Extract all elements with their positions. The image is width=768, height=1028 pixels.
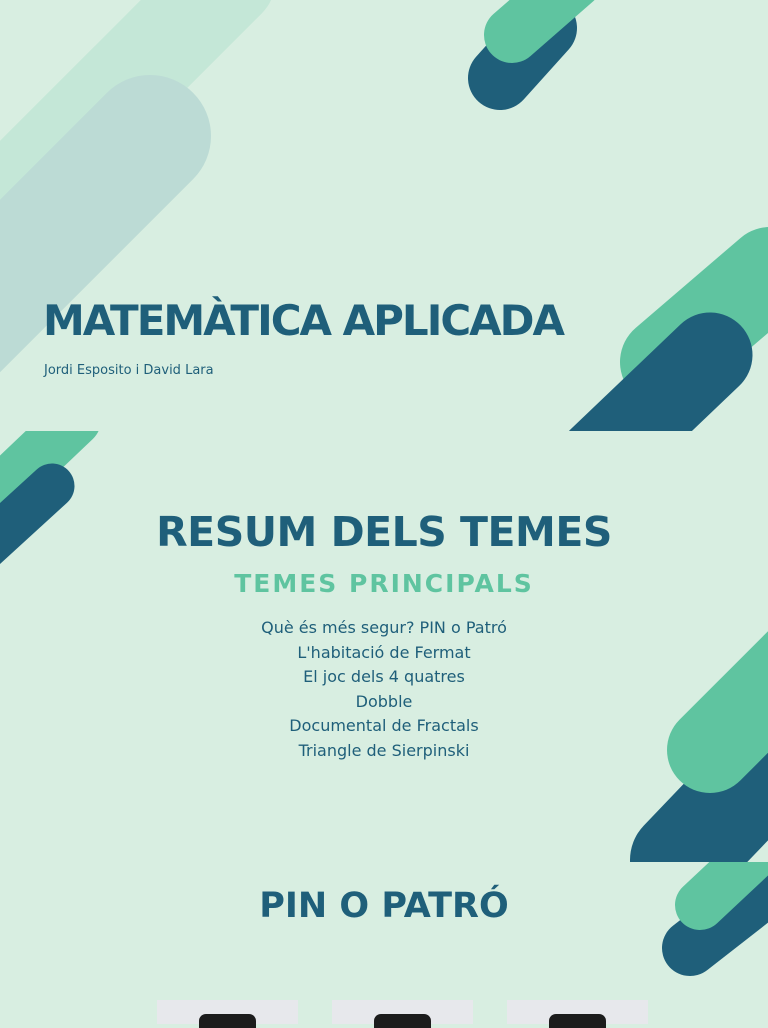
list-item: El joc dels 4 quatres <box>303 667 465 686</box>
list-item: Què és més segur? PIN o Patró <box>261 618 507 637</box>
phone-icon <box>549 1014 606 1028</box>
list-item: Triangle de Sierpinski <box>298 740 470 760</box>
phone-icon <box>199 1014 256 1028</box>
phone-icon <box>374 1014 431 1028</box>
topic-list <box>0 616 768 763</box>
navy-pill-right <box>600 355 710 460</box>
cover-title: MATEMÀTICA APLICADA <box>43 296 564 345</box>
list-item: Dobble <box>355 691 413 711</box>
pin-slide-heading: PIN O PATRÓ <box>259 886 509 926</box>
summary-heading: RESUM DELS TEMES <box>156 508 612 556</box>
summary-subheading: TEMES PRINCIPALS <box>234 569 534 598</box>
gray-diagonal-band <box>0 136 150 446</box>
phone-image <box>507 1000 648 1024</box>
list-item: Documental de Fractals <box>289 716 479 735</box>
list-item: L'habitació de Fermat <box>297 642 471 662</box>
phone-image <box>157 1000 298 1024</box>
phone-image <box>332 1000 473 1024</box>
cover-authors: Jordi Esposito i David Lara <box>44 363 214 378</box>
